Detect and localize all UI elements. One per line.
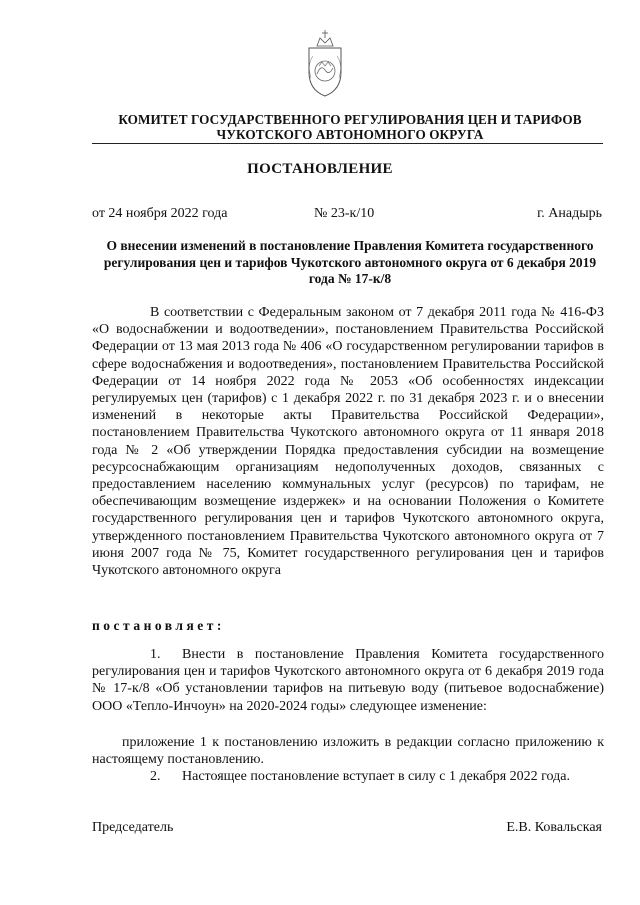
basis-paragraph: В соответствии с Федеральным законом от 7 декабря 2011 года № 416-ФЗ «О водоснабжении и водоотведении», постановлением Правительства Российской Федерации от 13 мая 2013 года № 406 «О государственном регулировании тарифов в сфере водоснабжения и водоотведения», постановлением Правительства Российской Федерации от 14 ноября 2022 года № 2053 «Об особенностях индексации регулируемых цен (тарифов) с 1 декабря 2022 г. по 31 декабря 2023 г. и о внесении изменений в некоторые акты Правительства Российской Федерации», постановлением Правительства Чукотского автономного округа от 11 января 2018 года № 2 «Об утверждении Порядка предоставления субсидии на возмещение ресурсоснабжающим организациям недополученных доходов, связанных с предоставлением населению коммунальных услуг (ресурсов) по тарифам, не обеспечивающим возмещение издержек» и на основании Положения о Комитете государственного регулирования цен и тарифов Чукотского автономного округа, утвержденного постановлением Правительства Чукотского автономного округа от 7 июня 2007 года № 75, Комитет государственного регулирования цен и тарифов Чукотского автономного округа bbox=[92, 305, 604, 579]
item-2 bbox=[92, 768, 604, 785]
item-1-number: 1. bbox=[150, 647, 161, 662]
signatory-role: Председатель bbox=[92, 820, 174, 835]
document-type: ПОСТАНОВЛЕНИЕ bbox=[247, 161, 393, 177]
item-2-text: Настоящее постановление вступает в силу с 1 декабря 2022 года. bbox=[182, 769, 570, 784]
decree-word: постановляет: bbox=[92, 618, 225, 633]
item-1-subclause: приложение 1 к постановлению изложить в редакции согласно приложению к настоящему постановлению. bbox=[92, 735, 604, 768]
item-1-text: Внести в постановление Правления Комитета государственного регулирования цен и тарифов Чукотского автономного округа от 6 декабря 2019 года № 17-к/8 «Об установлении тарифов на питьевую воду (питьевое водоснабжение) ООО «Тепло-Инчоун» на 2020-2024 годы» следующее изменение: bbox=[92, 647, 604, 714]
header-divider bbox=[92, 143, 603, 144]
document-city: г. Анадырь bbox=[537, 206, 602, 221]
item-2-number: 2. bbox=[150, 769, 161, 784]
signatory-name: Е.В. Ковальская bbox=[506, 820, 602, 835]
committee-name-line1: КОМИТЕТ ГОСУДАРСТВЕННОГО РЕГУЛИРОВАНИЯ ЦЕН И ТАРИФОВ bbox=[118, 112, 582, 127]
coat-of-arms-icon bbox=[303, 26, 347, 106]
document-title: О внесении изменений в постановление Правления Комитета государственного регулирования цен и тарифов Чукотского автономного округа от 6 декабря 2019 года № 17-к/8 bbox=[103, 238, 597, 286]
document-number: № 23-к/10 bbox=[314, 206, 375, 221]
committee-name-line2: ЧУКОТСКОГО АВТОНОМНОГО ОКРУГА bbox=[216, 127, 484, 142]
item-1 bbox=[92, 646, 604, 715]
document-date: от 24 ноября 2022 года bbox=[92, 206, 228, 221]
